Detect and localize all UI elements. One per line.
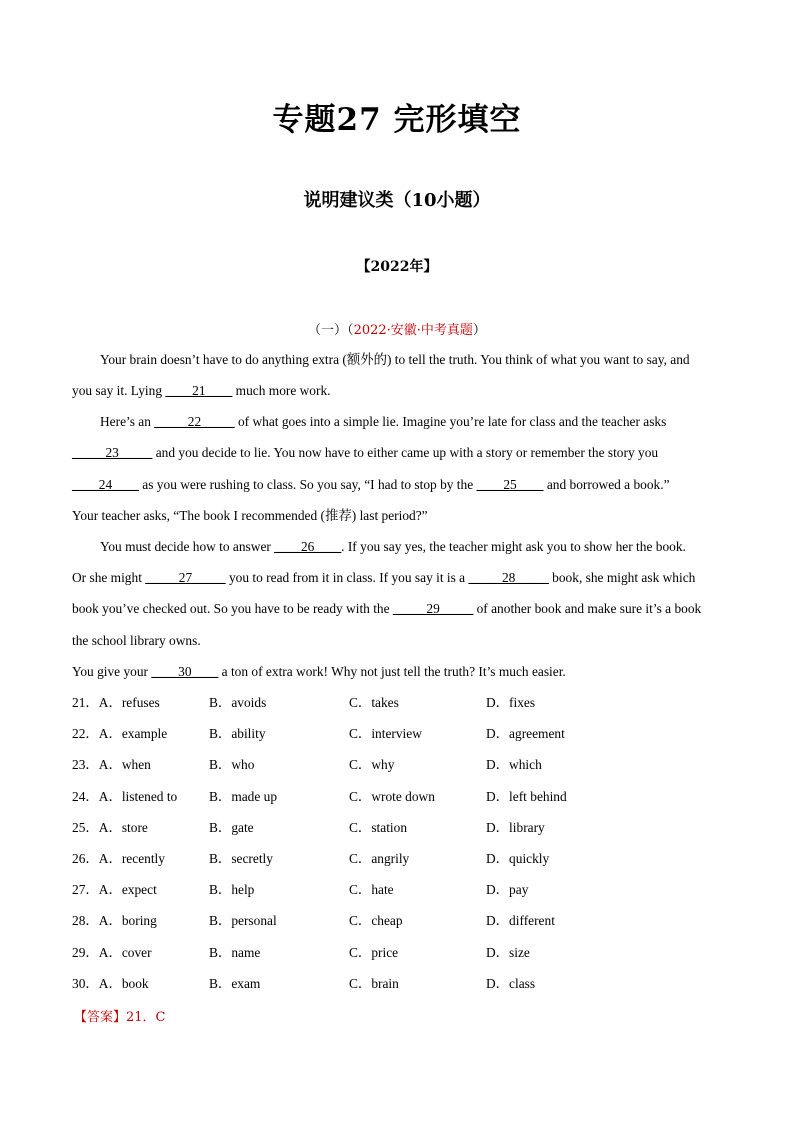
blank-22: _____22_____ bbox=[154, 414, 235, 429]
option-a: 26．A．recently bbox=[72, 851, 165, 866]
blank-27: _____27_____ bbox=[145, 570, 226, 585]
option-d: D．quickly bbox=[486, 851, 550, 866]
option-d: D．left behind bbox=[486, 789, 567, 804]
passage-line-10: the school library owns. bbox=[72, 633, 201, 648]
option-d: D．different bbox=[486, 913, 555, 928]
option-a: 29．A．cover bbox=[72, 945, 152, 960]
answer-label: 【答案】21．C bbox=[74, 1010, 166, 1025]
option-d: D．pay bbox=[486, 882, 529, 897]
option-c: C．angrily bbox=[349, 851, 410, 866]
option-row-30 bbox=[72, 974, 732, 994]
blank-28: _____28_____ bbox=[468, 570, 549, 585]
passage-line-3: Here’s an _____22_____ of what goes into a simple lie. Imagine you’re late for class and the teacher asks bbox=[100, 414, 667, 429]
option-b: B．secretly bbox=[209, 851, 273, 866]
blank-21: ____21____ bbox=[165, 383, 233, 398]
source-prefix: （一）（ bbox=[308, 323, 354, 338]
year-heading: 【2022年】 bbox=[356, 259, 438, 275]
option-b: B．exam bbox=[209, 976, 261, 991]
passage-line-9: book you’ve checked out. So you have to be ready with the _____29_____ of another book and make sure it’s a book bbox=[72, 601, 702, 616]
option-row-27 bbox=[72, 880, 732, 900]
option-c: C．why bbox=[349, 757, 395, 772]
option-a: 21．A．refuses bbox=[72, 695, 160, 710]
option-row-21 bbox=[72, 693, 732, 713]
option-row-29 bbox=[72, 943, 732, 963]
blank-25: ____25____ bbox=[476, 477, 544, 492]
blank-23: _____23_____ bbox=[72, 445, 153, 460]
passage-line-4: _____23_____ and you decide to lie. You now have to either came up with a story or remember the story you bbox=[72, 445, 659, 460]
source-region: 2022·安徽·中考真题 bbox=[353, 323, 473, 338]
option-row-24 bbox=[72, 787, 732, 807]
passage-line-11: You give your ____30____ a ton of extra work! Why not just tell the truth? It’s much easier. bbox=[72, 664, 566, 679]
option-d: D．which bbox=[486, 757, 542, 772]
blank-24: ____24____ bbox=[72, 477, 139, 492]
option-d: D．agreement bbox=[486, 726, 565, 741]
option-a: 30．A．book bbox=[72, 976, 149, 991]
option-a: 25．A．store bbox=[72, 820, 148, 835]
question-source bbox=[0, 319, 794, 338]
page-title: 专题27 完形填空 bbox=[272, 102, 522, 138]
option-b: B．who bbox=[209, 757, 255, 772]
option-a: 27．A．expect bbox=[72, 882, 157, 897]
option-c: C．price bbox=[349, 945, 399, 960]
section-subtitle: 说明建议类（10小题） bbox=[303, 190, 491, 211]
option-c: C．brain bbox=[349, 976, 399, 991]
option-d: D．class bbox=[486, 976, 536, 991]
option-a: 24．A．listened to bbox=[72, 789, 178, 804]
option-b: B．ability bbox=[209, 726, 266, 741]
option-c: C．station bbox=[349, 820, 408, 835]
option-b: B．made up bbox=[209, 789, 278, 804]
option-b: B．help bbox=[209, 882, 255, 897]
passage-line-8: Or she might _____27_____ you to read from it in class. If you say it is a _____28_____ book, she might ask which bbox=[72, 570, 696, 585]
passage-line-6: Your teacher asks, “The book I recommended (推荐) last period?” bbox=[72, 508, 428, 523]
option-row-26 bbox=[72, 849, 732, 869]
option-d: D．fixes bbox=[486, 695, 536, 710]
option-d: D．size bbox=[486, 945, 530, 960]
option-a: 28．A．boring bbox=[72, 913, 157, 928]
option-row-28 bbox=[72, 911, 732, 931]
passage-line-7: You must decide how to answer ____26____. If you say yes, the teacher might ask you to show her the book. bbox=[100, 539, 686, 554]
option-c: C．takes bbox=[349, 695, 399, 710]
option-b: B．gate bbox=[209, 820, 254, 835]
option-c: C．wrote down bbox=[349, 789, 435, 804]
option-c: C．cheap bbox=[349, 913, 403, 928]
blank-30: ____30____ bbox=[151, 664, 219, 679]
option-b: B．personal bbox=[209, 913, 277, 928]
passage-line-5: ____24____ as you were rushing to class. So you say, “I had to stop by the ____25____ and borrowed a book.” bbox=[72, 477, 670, 492]
option-a: 22．A．example bbox=[72, 726, 168, 741]
option-b: B．avoids bbox=[209, 695, 267, 710]
option-row-25 bbox=[72, 818, 732, 838]
option-row-22 bbox=[72, 724, 732, 744]
passage-line-2: you say it. Lying ____21____ much more work. bbox=[72, 383, 331, 398]
option-c: C．interview bbox=[349, 726, 422, 741]
option-b: B．name bbox=[209, 945, 261, 960]
option-a: 23．A．when bbox=[72, 757, 151, 772]
blank-29: _____29_____ bbox=[392, 601, 474, 616]
source-suffix: ） bbox=[472, 323, 486, 338]
option-d: D．library bbox=[486, 820, 545, 835]
passage-line-1: Your brain doesn’t have to do anything extra (额外的) to tell the truth. You think of what you want to say, and bbox=[100, 352, 690, 367]
option-c: C．hate bbox=[349, 882, 394, 897]
blank-26: ____26____ bbox=[274, 539, 342, 554]
option-row-23 bbox=[72, 755, 732, 775]
